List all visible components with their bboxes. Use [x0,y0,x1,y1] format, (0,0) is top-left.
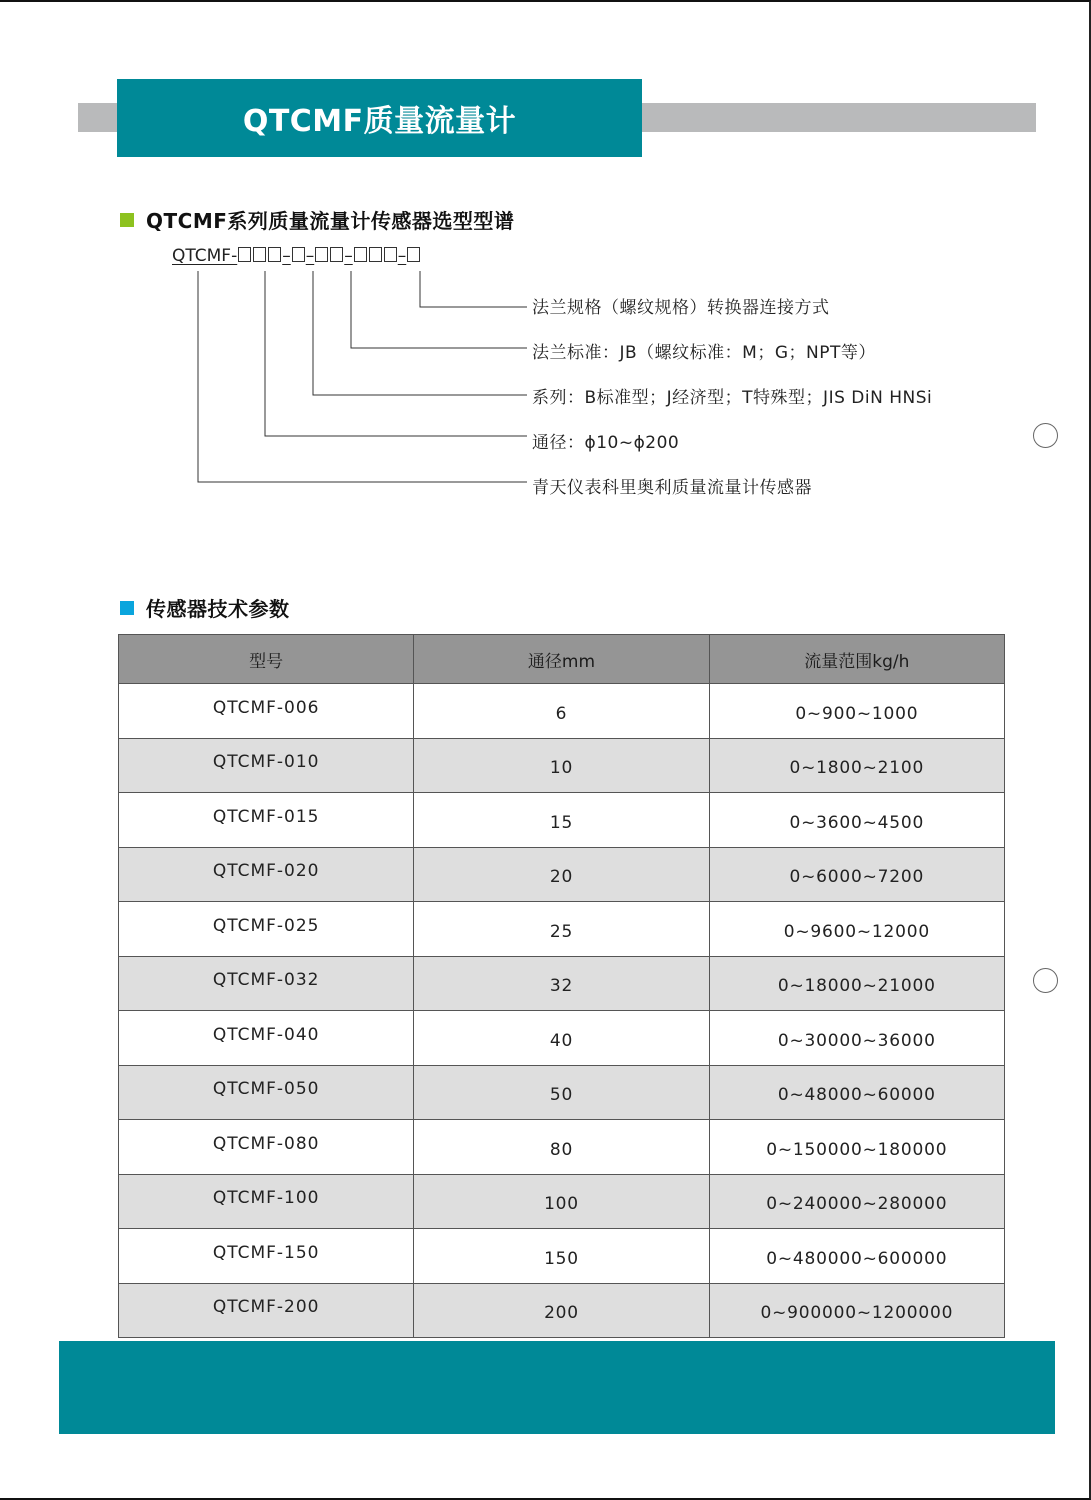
binder-hole-bottom-icon [1033,968,1058,993]
cell-diameter: 10 [414,738,709,793]
cell-flow: 0~30000~36000 [709,1011,1004,1066]
cell-model: QTCMF-025 [119,902,414,957]
params-heading-text: 传感器技术参数 [146,597,290,621]
cell-model: QTCMF-015 [119,793,414,848]
cell-diameter: 6 [414,684,709,739]
table-header-row [119,635,1005,684]
cell-flow: 0~150000~180000 [709,1120,1004,1175]
col-header-diameter: 通径mm [414,635,709,684]
table-row [119,1229,1005,1284]
cell-diameter: 150 [414,1229,709,1284]
cell-flow: 0~48000~60000 [709,1065,1004,1120]
cell-diameter: 25 [414,902,709,957]
cell-flow: 0~3600~4500 [709,793,1004,848]
cell-model: QTCMF-040 [119,1011,414,1066]
cell-diameter: 40 [414,1011,709,1066]
table-row [119,793,1005,848]
cell-model: QTCMF-006 [119,684,414,739]
desc-sensor: 青天仪表科里奥利质量流量计传感器 [532,478,812,498]
table-row [119,1120,1005,1175]
col-header-model: 型号 [119,635,414,684]
cell-model: QTCMF-150 [119,1229,414,1284]
binder-hole-top-icon [1033,423,1058,448]
model-code-prefix: QTCMF- [172,246,238,266]
cell-flow: 0~480000~600000 [709,1229,1004,1284]
table-row [119,902,1005,957]
table-row [119,1011,1005,1066]
params-section-heading [120,593,290,622]
cell-diameter: 15 [414,793,709,848]
table-row [119,847,1005,902]
table-row [119,684,1005,739]
cell-diameter: 32 [414,956,709,1011]
cell-model: QTCMF-080 [119,1120,414,1175]
cell-model: QTCMF-050 [119,1065,414,1120]
model-code-template: QTCMF- – – – – [172,246,421,266]
table-row [119,956,1005,1011]
desc-series: 系列：B标准型；J经济型；T特殊型；JIS DiN HNSi [532,388,933,408]
cell-model: QTCMF-032 [119,956,414,1011]
desc-flange-spec: 法兰规格（螺纹规格）转换器连接方式 [532,298,830,318]
desc-flange-standard: 法兰标准：JB（螺纹标准：M；G；NPT等） [532,343,876,363]
blue-square-bullet-icon [120,601,134,615]
cell-diameter: 50 [414,1065,709,1120]
cell-flow: 0~18000~21000 [709,956,1004,1011]
table-row [119,738,1005,793]
cell-flow: 0~900000~1200000 [709,1283,1004,1338]
cell-diameter: 80 [414,1120,709,1175]
cell-model: QTCMF-020 [119,847,414,902]
table-row [119,1174,1005,1229]
sensor-params-table [118,634,1005,1338]
cell-model: QTCMF-200 [119,1283,414,1338]
cell-diameter: 20 [414,847,709,902]
table-row [119,1283,1005,1338]
selection-heading-text: QTCMF系列质量流量计传感器选型型谱 [146,209,515,233]
page-title: QTCMF质量流量计 [242,104,517,139]
cell-model: QTCMF-100 [119,1174,414,1229]
cell-diameter: 200 [414,1283,709,1338]
cell-flow: 0~900~1000 [709,684,1004,739]
cell-diameter: 100 [414,1174,709,1229]
col-header-flow: 流量范围kg/h [709,635,1004,684]
footer-teal-band [59,1341,1055,1434]
cell-model: QTCMF-010 [119,738,414,793]
cell-flow: 0~9600~12000 [709,902,1004,957]
cell-flow: 0~240000~280000 [709,1174,1004,1229]
cell-flow: 0~1800~2100 [709,738,1004,793]
table-row [119,1065,1005,1120]
desc-diameter: 通径：ϕ10~ϕ200 [532,433,680,453]
cell-flow: 0~6000~7200 [709,847,1004,902]
